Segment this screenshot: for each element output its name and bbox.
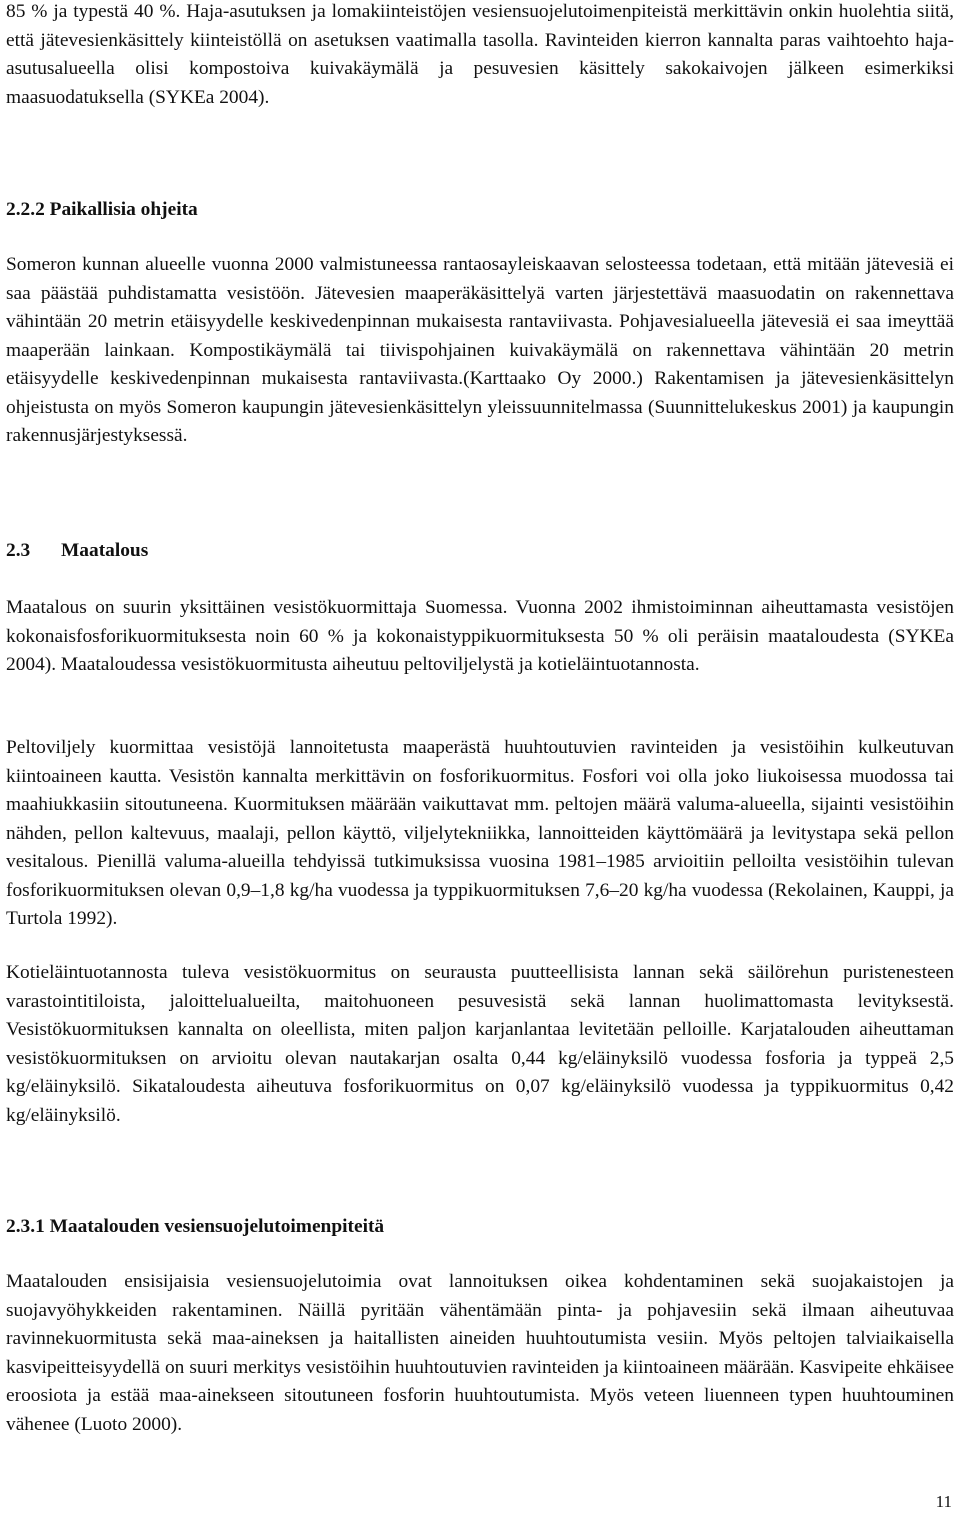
section-heading-2-3-1: 2.3.1 Maatalouden vesiensuojelutoimenpiteitä [6,1216,385,1237]
section-heading-2-3 [6,537,148,566]
section-2-3-paragraph-2: Peltoviljely kuormittaa vesistöjä lannoitetusta maaperästä huuhtoutuvien ravinteiden ja vesistöihin kulkeutuvan kiintoaineen kautta. Vesistön kannalta merkittävin on fosforikuormitus. Fosfori voi olla joko liukoisessa muodossa tai maahiukkasiin sitoutuneena. Kuormituksen määrään vaikuttavat mm. peltojen määrä valuma-alueella, sijainti vesistöihin nähden, pellon kaltevuus, maalaji, pellon käyttö, viljelytekniikka, lannoitteiden käyttömäärä ja levitystapa sekä pellon vesitalous. Pienillä valuma-alueilla tehdyissä tutkimuksissa vuosina 1981–1985 arvioitiin pelloilta vesistöihin tulevan fosforikuormituksen olevan 0,9–1,8 kg/ha vuodessa ja typpikuormituksen 7,6–20 kg/ha vuodessa (Rekolainen, Kauppi, ja Turtola 1992). [6,737,954,929]
intro-paragraph: 85 % ja typestä 40 %. Haja-asutuksen ja lomakiinteistöjen vesiensuojelutoimenpiteistä merkittävin onkin huolehtia siitä, että jätevesienkäsittely kiinteistöllä on asetuksen vaatimalla tasolla. Ravinteiden kierron kannalta paras vaihtoehto haja-asutusalueella olisi kompostoiva kuivakäymälä ja pesuvesien käsittely sakokaivojen jälkeen esimerkiksi maasuodatuksella (SYKEa 2004). [6,1,954,108]
section-number: 2.3 [6,540,31,561]
section-heading-2-2-2: 2.2.2 Paikallisia ohjeita [6,199,198,220]
section-title: Maatalous [61,540,149,561]
section-2-3-1-paragraph: Maatalouden ensisijaisia vesiensuojelutoimia ovat lannoituksen oikea kohdentaminen sekä suojakaistojen ja suojavyöhykkeiden rakentaminen. Näillä pyritään vähentämään pinta- ja pohjavesiin sekä ilmaan aiheutuvaa ravinnekuormitusta sekä maa-aineksen ja haitallisten aineiden huuhtoutumista vesiin. Myös peltojen talviaikaisella kasvipeitteisyydellä on suuri merkitys vesistöihin huuhtoutuvien ravinteiden ja kiintoaineen määrään. Kasvipeite ehkäisee eroosiota ja estää maa-ainekseen sitoutuneen fosforin huuhtoutumista. Myös veteen liuenneen typen huuhtouminen vähenee (Luoto 2000). [6,1271,954,1435]
section-2-3-paragraph-1: Maatalous on suurin yksittäinen vesistökuormittaja Suomessa. Vuonna 2002 ihmistoiminnan aiheuttamasta vesistöjen kokonaisfosforikuormituksesta noin 60 % ja kokonaistyppikuormituksesta 50 % oli peräisin maataloudesta (SYKEa 2004). Maataloudessa vesistökuormitusta aiheutuu peltoviljelystä ja kotieläintuotannosta. [6,597,954,675]
section-2-2-2-paragraph: Someron kunnan alueelle vuonna 2000 valmistuneessa rantaosayleiskaavan selosteessa todetaan, että mitään jätevesiä ei saa päästää puhdistamatta vesistöön. Jätevesien maaperäkäsittelyä varten järjestettävä maasuodatin on rakennettava vähintään 20 metrin etäisyydelle keskivedenpinnan mukaisesta rantaviivasta. Pohjavesialueella jätevesiä ei saa imeyttää maaperään lainkaan. Kompostikäymälä tai tiivispohjainen kuivakäymälä on rakennettava vähintään 20 metrin etäisyydelle keskivedenpinnan mukaisesta rantaviivasta.(Karttaako Oy 2000.) Rakentamisen ja jätevesienkäsittelyn ohjeistusta on myös Someron kaupungin jätevesienkäsittelyn yleissuunnitelmassa (Suunnittelukeskus 2001) ja kaupungin rakennusjärjestyksessä. [6,254,954,446]
page-number: 11 [935,1492,952,1511]
section-2-3-paragraph-3: Kotieläintuotannosta tuleva vesistökuormitus on seurausta puutteellisista lannan sekä säilörehun puristenesteen varastointitiloista, jaloittelualueilta, maitohuoneen pesuvesistä sekä lannan huolimattomasta levityksestä. Vesistökuormituksen kannalta on oleellista, miten paljon karjanlantaa levitetään pelloille. Karjatalouden aiheuttaman vesistökuormituksen on arvioitu olevan nautakarjan osalta 0,44 kg/eläinyksilö vuodessa fosforia ja typpeä 2,5 kg/eläinyksilö. Sikataloudesta aiheutuva fosforikuormitus on 0,07 kg/eläinyksilö vuodessa ja typpikuormitus 0,42 kg/eläinyksilö. [6,962,954,1126]
